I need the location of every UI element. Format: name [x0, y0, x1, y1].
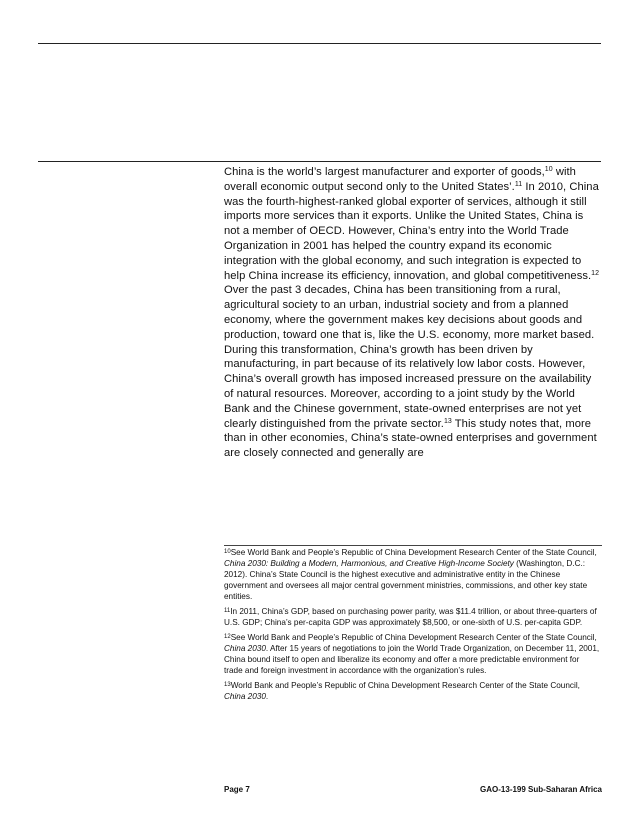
footnote-ref-13: 13 [443, 417, 452, 425]
footnote-text: See World Bank and People’s Republic of China Development Research Center of the State Council, [230, 548, 597, 557]
footnote-title: China 2030 [224, 644, 266, 654]
body-text-segment: with overall economic output second only to the United States’. [224, 166, 576, 193]
body-text-segment: This study notes that, more than in other economies, China’s state-owned enterprises and government are closely connected and generally are [224, 417, 597, 460]
footnote-text: World Bank and People’s Republic of China Development Research Center of the State Council, [230, 681, 580, 691]
body-paragraph [224, 165, 602, 461]
footnote-ref-12: 12 [591, 269, 600, 277]
footnote-11 [224, 607, 600, 629]
footnote-text: (Washington, D.C.: 2012). China’s State Council is the highest executive and administrative entity in the Chinese government and oversees all major central government ministries, commissions, and other key state entities. [224, 558, 588, 601]
footnotes [224, 548, 600, 708]
body-text-segment: China is the world’s largest manufacturer and exporter of goods, [224, 166, 545, 178]
body-text-segment: In 2010, China was the fourth-highest-ranked global exporter of services, although it still imports more services than it exports. Unlike the United States, China is not a member of OECD. However, China’s entry into the World Trade Organization in 2001 has helped the country expand its economic integration with the global economy, and such integration is expected to help China increase its efficiency, innovation, and global competitiveness. [224, 180, 599, 282]
footnote-text: In 2011, China’s GDP, based on purchasing power parity, was $11.4 trillion, or about three-quarters of U.S. GDP; China’s per-capita GDP was approximately $8,500, or one-sixth of U.S. per-capita GDP. [224, 607, 597, 627]
footnote-title: China 2030: Building a Modern, Harmonious, and Creative High-Income Society [224, 558, 514, 568]
page-number: Page 7 [224, 785, 250, 794]
footnote-text: . [265, 692, 269, 702]
footnote-text: . After 15 years of negotiations to join the World Trade Organization, on December 11, 2001, China bound itself to open and liberalize its economy and offer a more predictable environment for trade and foreign investment in accordance with the organization’s rules. [224, 644, 600, 676]
body-text-segment: Over the past 3 decades, China has been transitioning from a rural, agricultural society to an urban, industrial society and from a planned economy, where the government makes key decisions about goods and production, toward one that is, like the U.S. economy, more market based. During this transformation, China’s growth has been driven by manufacturing, in part because of its relatively low labor costs. However, China’s overall growth has imposed increased pressure on the availability of natural resources. Moreover, according to a joint study by the World Bank and the Chinese government, state-owned enterprises are not yet clearly distinguished from the private sector. [224, 284, 595, 430]
footnote-rule [224, 545, 602, 546]
footnote-12 [224, 633, 600, 677]
footnote-ref-11: 11 [514, 180, 523, 188]
body-text [224, 165, 602, 461]
footnote-number: 12 [224, 634, 231, 641]
footnote-10 [224, 548, 600, 603]
footnote-number: 13 [224, 682, 231, 689]
footnote-number: 10 [224, 549, 231, 555]
footnote-13 [224, 681, 600, 703]
footnote-text: See World Bank and People’s Republic of China Development Research Center of the State Council, [230, 633, 597, 643]
footnote-title: China 2030 [224, 692, 266, 702]
page-footer [224, 785, 602, 794]
section-rule [38, 161, 601, 162]
footnote-ref-10: 10 [544, 166, 553, 173]
footnote-number: 11 [224, 608, 231, 615]
report-number: GAO-13-199 Sub-Saharan Africa [480, 785, 602, 794]
header-rule [38, 43, 601, 44]
